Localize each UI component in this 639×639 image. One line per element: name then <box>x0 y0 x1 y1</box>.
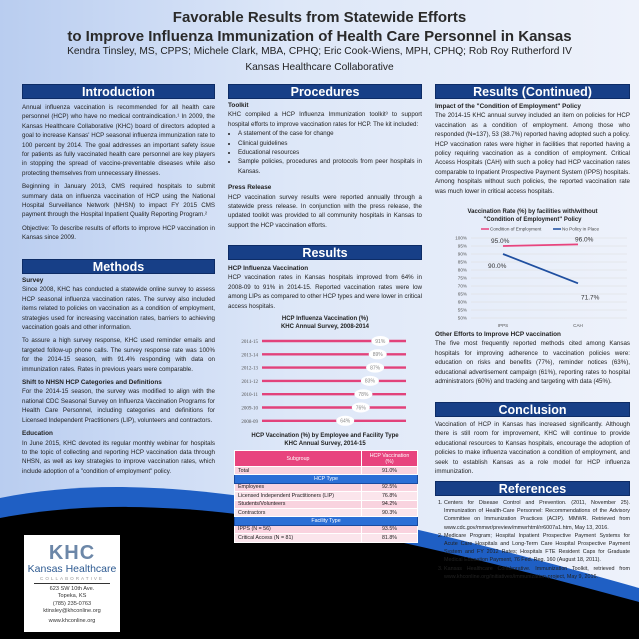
row-value: 76.8% <box>362 492 418 500</box>
data-label: 96.0% <box>575 236 594 244</box>
table-row <box>235 483 418 491</box>
bar-category-label: 2008-09 <box>241 419 258 425</box>
procedures-section <box>228 84 422 234</box>
authors: Kendra Tinsley, MS, CPPS; Michele Clark, MBA, CPHQ; Eric Cook-Wiens, MPH, CPHQ; Rob Roy Rutherford IV <box>67 46 572 57</box>
row-label: Contractors <box>235 508 362 516</box>
references-section <box>435 481 630 581</box>
intro-paragraph: Beginning in January 2013, CMS required hospitals to submit summary data on influenza vaccination of HCP using the National Hospital Surveillance Network (NHSN) to impact FY 2015 CMS payment through the Hospital Inpatient Quality Reporting Program.² <box>22 183 215 219</box>
line-chart-title-line: Vaccination Rate (%) by facilities with/without <box>467 209 598 215</box>
other-paragraph: The five most frequently reported methods cited among Kansas hospitals for improving adherence to vaccination policies were: education on risks and benefits (77%), reminder notices (63%), educational advertisement campaign (61%), reporting rates to hospital administrators (60%) and tracking and targeting with data (45%). <box>435 340 630 386</box>
table-title-line: HCP Vaccination (%) by Employee and Facility Type <box>251 433 399 439</box>
shift-paragraph: For the 2014-15 season, the survey was modified to align with the national CDC Seasonal Survey on Influenza Vaccination Programs for Health Care Personnel, including categories and definitions for Licensed Independent Practitioners (LIP), volunteers and contractors. <box>22 388 215 424</box>
conclusion-section <box>435 402 630 480</box>
y-tick-label: 70% <box>457 283 467 289</box>
poster-title-line1: Favorable Results from Statewide Efforts <box>172 9 467 26</box>
row-value: 90.3% <box>362 508 418 516</box>
methods-heading: Methods <box>22 259 215 274</box>
y-tick-label: 75% <box>457 275 467 281</box>
table-row <box>235 500 418 508</box>
line-chart <box>435 224 630 328</box>
series-line <box>503 254 578 283</box>
x-tick-label: IPPS <box>497 323 509 328</box>
row-label: Students/Volunteers <box>235 500 362 508</box>
row-value: 94.2% <box>362 500 418 508</box>
group-header: Facility Type <box>235 517 418 525</box>
bar-category-label: 2009-10 <box>241 406 258 412</box>
intro-paragraph: Annual influenza vaccination is recommended for all health care personnel (HCP) who have no medical contraindication.¹ In 2009, the Kansas Healthcare Collaborative (KHC) board of directors adopted a goal to increase Kansas' HCP seasonal influenza immunization rate to 100 percent by 2014. The goal addresses an important safety issue for patients as fully vaccinated health care personnel are key players in stopping the spread of vaccine-preventable diseases while also protecting themselves from unnecessary illnesses. <box>22 104 215 177</box>
survey-subheading: Survey <box>22 277 44 284</box>
results-continued-section <box>435 84 630 200</box>
bar-value-label: 64% <box>340 418 351 425</box>
procedures-heading: Procedures <box>228 84 422 99</box>
row-label: IPPS (N = 56) <box>235 525 362 533</box>
bar-category-label: 2012-13 <box>241 366 258 372</box>
list-item: • A statement of the case for change <box>238 129 422 138</box>
reference-item: 1. Centers for Disease Control and Prevention. (2011, November 25). Immunization of Health-Care Personnel: Recommendations of the Advisory Committee on Immunization Practices (ACIP). MMWR. Retrieved from www.cdc.gov/mmwr/preview/mmwrhtml/rr6007a1.htm, May 13, 2016. <box>444 499 630 532</box>
y-tick-label: 65% <box>457 291 467 297</box>
bar-category-label: 2014-15 <box>241 340 258 345</box>
results-heading: Results <box>228 245 422 260</box>
legend-label: No Policy in Place <box>562 226 600 232</box>
bar-chart-subtitle: KHC Annual Survey, 2008-2014 <box>280 324 370 330</box>
column-header: HCP Vaccination (%) <box>362 451 418 467</box>
phone: (785) 235-0763 <box>52 600 92 607</box>
vaccination-table <box>234 450 418 543</box>
row-value: 81.8% <box>362 534 418 542</box>
list-item: • Clinical guidelines <box>238 139 422 148</box>
table-row <box>235 492 418 500</box>
reference-item: 3. Kansas Healthcare Collaborative. Immunization Toolkit, retrieved from www.khconline.org/initiatives/immunization-project, May 9, 2016. <box>444 565 630 581</box>
introduction-section <box>22 84 215 247</box>
references-heading: References <box>435 481 630 496</box>
bar-value-label: 91% <box>375 338 386 345</box>
press-paragraph: HCP vaccination survey results were reported annually through a statewide press release. In conjunction with the press release, the updated toolkit was provided to all community hospitals in Kansas to support the HCP vaccination efforts. <box>228 193 422 229</box>
table-subtitle: KHC Annual Survey, 2014-15 <box>284 441 366 447</box>
bar-category-label: 2013-14 <box>241 353 258 359</box>
data-label: 71.7% <box>581 294 600 302</box>
address: 623 SW 10th Ave. <box>49 585 95 592</box>
survey-paragraph: To assure a high survey response, KHC used reminder emails and targeted follow-up phone calls. The survey response rate was 100% for the 2014-15 season, with 91.4% responding with data on immunization rates. Rates in previous years were comparable. <box>22 337 215 373</box>
y-tick-label: 90% <box>457 251 467 257</box>
line-chart-title-line2: "Condition of Employment" Policy <box>483 217 582 223</box>
impact-paragraph: The 2014-15 KHC annual survey included an item on policies for HCP vaccination as a condition of employment. Among those who responded (N=137), 53 (38.7%) reported having adopted such a policy. HCP vaccination rates were higher in facilities that reported having a policy requiring vaccination as a condition of employment. Critical Access Hospitals (CAH) with such a policy had HCP vaccination rates comparable to Inpatient Prospective Payment System (IPPS) hospitals. Among hospitals without such policies, the reported vaccination rate was much lower in critical access hospitals. <box>435 112 630 195</box>
bar-value-label: 89% <box>372 352 383 359</box>
email-link[interactable]: ktinsley@khconline.org <box>43 608 101 615</box>
khc-logo-mark: KHC <box>48 542 96 564</box>
conclusion-paragraph: Vaccination of HCP in Kansas has increased significantly. Although there is still room for improvement, KHC will continue to provide educational resources to Kansas hospitals, encourage the adoption of policies to make influenza vaccination a condition of employment, and seek to establish Kansas as a role model for HCP influenza immunization. <box>435 421 630 476</box>
organization: Kansas Healthcare Collaborative <box>245 62 394 73</box>
conclusion-heading: Conclusion <box>435 402 630 417</box>
table-row <box>235 525 418 533</box>
y-tick-label: 80% <box>457 267 467 273</box>
toolkit-subheading: Toolkit <box>228 102 249 109</box>
toolkit-paragraph: KHC compiled a HCP Influenza Immunization toolkit³ to support hospital efforts to improve vaccination rates for HCP. The kit included: <box>228 111 422 128</box>
results-subheading: HCP Influenza Vaccination <box>228 265 309 272</box>
table-row <box>235 534 418 542</box>
bar-value-label: 87% <box>370 365 381 372</box>
bar-chart-title-line: HCP Influenza Vaccination (%) <box>281 316 369 322</box>
bar-category-label: 2011-12 <box>241 379 258 385</box>
list-item: • Educational resources <box>238 148 422 157</box>
bar-value-label: 76% <box>355 405 366 412</box>
results-continued-heading: Results (Continued) <box>435 84 630 99</box>
y-tick-label: 85% <box>457 259 467 265</box>
education-paragraph: In June 2015, KHC devoted its regular monthly webinar for hospitals to the topic of collecting and reporting HCP vaccination data through NHSN, as well as key strategies to improve vaccination rates, which include adoption of a "condition of employment" policy. <box>22 439 215 475</box>
legend-label: Condition of Employment <box>490 226 542 232</box>
y-tick-label: 60% <box>457 299 467 305</box>
bar-value-label: 83% <box>364 378 375 385</box>
table-row <box>235 467 418 475</box>
shift-subheading: Shift to NHSN HCP Categories and Definitions <box>22 379 162 387</box>
results-paragraph: HCP vaccination rates in Kansas hospitals improved from 64% in 2008-09 to 91% in 2014-15. Reported vaccination rates were low among LIPs as compared to other HCP types and were lower in critical access hospitals. <box>228 274 422 310</box>
line-chart-title <box>435 208 630 224</box>
reference-item: 2. Medicare Program; Hospital Inpatient Prospective Payment Systems for Acute Care Hospitals and Long-Term Care Hospital Prospective Payment System and FY 2012 Rates; Hospitals FTE Resident Caps for Graduate Medical Education Payment, 76 Fed. Reg. 160 (August 18, 2011). <box>444 532 630 565</box>
row-value: 92.5% <box>362 483 418 491</box>
press-subheading: Press Release <box>228 184 272 192</box>
introduction-heading: Introduction <box>22 84 215 99</box>
table-title <box>228 432 422 448</box>
bar-chart-title <box>228 315 422 331</box>
khc-logo-contact <box>24 535 120 632</box>
y-tick-label: 50% <box>457 315 467 321</box>
results-section <box>228 245 422 315</box>
methods-section <box>22 259 215 480</box>
impact-subheading: Impact of the "Condition of Employment" Policy <box>435 103 581 110</box>
table-row <box>235 508 418 516</box>
column-header: Subgroup <box>235 451 362 467</box>
row-label: Total <box>235 467 362 475</box>
bar-chart <box>228 333 422 429</box>
toolkit-list <box>228 129 422 176</box>
y-tick-label: 55% <box>457 307 467 313</box>
row-value: 91.0% <box>362 467 418 475</box>
group-header: HCP Type <box>235 475 418 483</box>
bar-category-label: 2010-11 <box>241 393 258 399</box>
row-value: 93.5% <box>362 525 418 533</box>
poster-title-line2: to Improve Influenza Immunization of Health Care Personnel in Kansas <box>67 28 572 45</box>
row-label: Employees <box>235 483 362 491</box>
survey-paragraph: Since 2008, KHC has conducted a statewide online survey to assess HCP seasonal influenza vaccination rates. The survey also included items related to policies on vaccination as a condition of employment, strategies used for increasing vaccination rates, barriers to achieving vaccination goals and other information. <box>22 286 215 332</box>
website-link[interactable]: www.khconline.org <box>48 617 96 624</box>
city: Topeka, KS <box>57 593 87 600</box>
x-tick-label: CAH <box>573 323 583 328</box>
logo-sub: COLLABORATIVE <box>34 575 110 584</box>
bar-value-label: 78% <box>358 392 369 398</box>
education-subheading: Education <box>22 430 53 438</box>
y-tick-label: 95% <box>457 243 467 249</box>
row-label: Licensed Independent Practitioners (LIP) <box>235 492 362 500</box>
y-tick-label: 100% <box>455 235 467 241</box>
row-label: Critical Access (N = 81) <box>235 534 362 542</box>
data-label: 90.0% <box>488 263 507 270</box>
logo-name: Kansas Healthcare <box>27 563 117 575</box>
other-subheading: Other Efforts to Improve HCP vaccination <box>435 331 561 338</box>
other-efforts-section <box>435 330 630 390</box>
intro-objective: Objective: To describe results of efforts to improve HCP vaccination in Kansas since 2009. <box>22 224 215 242</box>
list-item: • Sample policies, procedures and protocols from peer hospitals in Kansas. <box>238 157 422 176</box>
data-label: 95.0% <box>491 238 510 245</box>
